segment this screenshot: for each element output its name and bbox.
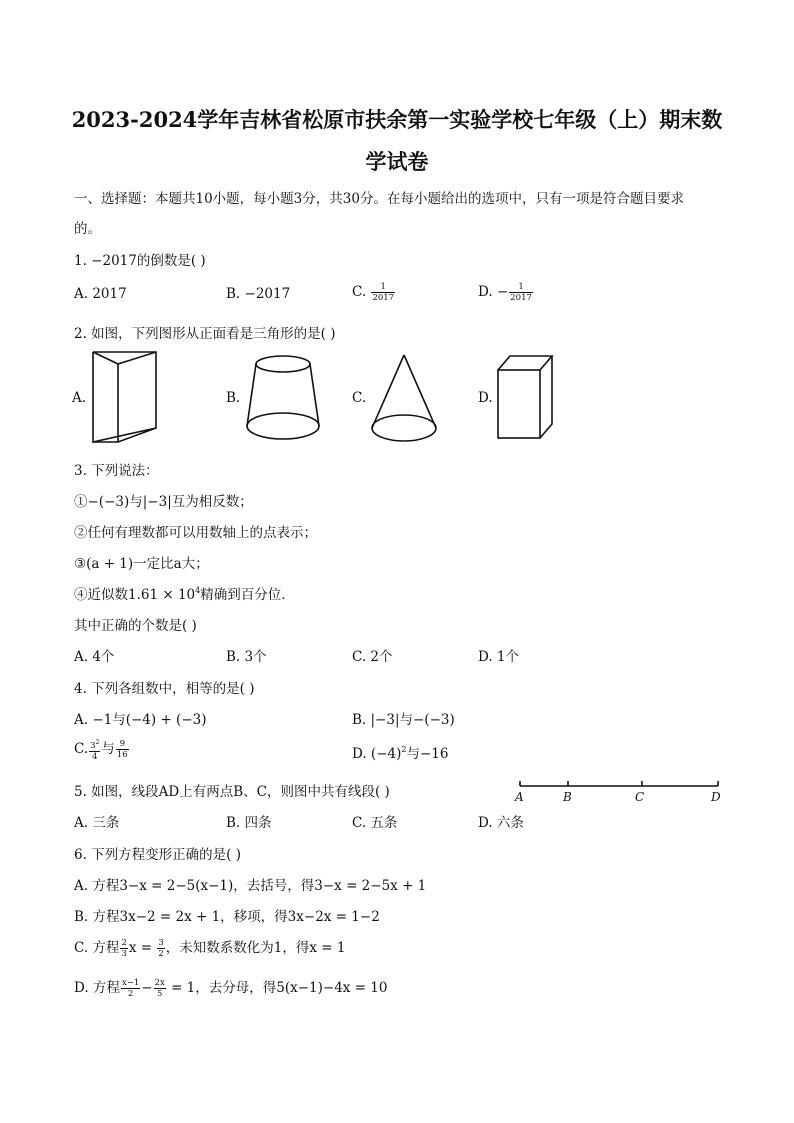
fraction: $\frac{9}{16}$ xyxy=(116,739,128,760)
q3-statement-2: ②任何有理数都可以用数轴上的点表示； xyxy=(74,525,317,541)
question-1-stem: 1. −2017的倒数是( ) xyxy=(74,253,206,269)
q4-option-d: D. $(-4)^2$与−16 xyxy=(352,745,449,762)
fraction: $\frac{2x}{5}$ xyxy=(154,978,165,999)
section-header: 一、选择题：本题共10小题，每小题3分，共30分。在每小题给出的选项中，只有一项是符合题目要求 xyxy=(74,191,684,207)
q3-statement-1: ①−(−3)与|−3|互为相反数； xyxy=(74,494,253,510)
fraction: $\frac{3}{2}$ xyxy=(158,938,164,959)
question-2-stem: 2. 如图，下列图形从正面看是三角形的是( ) xyxy=(74,326,336,342)
q5-option-c: C. 五条 xyxy=(352,815,398,831)
q2-option-c: C. xyxy=(352,390,367,406)
fraction: $\frac{2}{3}$ xyxy=(121,938,127,959)
fraction: $\frac{3^2}{4}$ xyxy=(90,738,100,762)
q5-option-d: D. 六条 xyxy=(478,815,524,831)
q2-option-d: D. xyxy=(478,390,493,406)
q3-option-d: D. 1个 xyxy=(478,649,520,665)
question-5-stem: 5. 如图，线段AD上有两点B、C，则图中共有线段( ) xyxy=(74,784,390,800)
question-6-stem: 6. 下列方程变形正确的是( ) xyxy=(74,847,241,863)
q6-option-a: A. 方程3−x = 2−5(x−1)，去括号，得3−x = 2−5x + 1 xyxy=(74,878,427,894)
cone-figure xyxy=(368,352,440,444)
q3-statement-3: ③(a + 1)一定比a大； xyxy=(74,556,209,572)
q3-ask: 其中正确的个数是( ) xyxy=(74,618,197,634)
q3-option-b: B. 3个 xyxy=(226,649,267,665)
q1-option-d: D. − $\frac{1}{2017}$ xyxy=(478,282,532,303)
q5-option-a: A. 三条 xyxy=(74,815,120,831)
q4-option-b: B. |−3|与−(−3) xyxy=(352,712,455,728)
page-title: 2023-2024学年吉林省松原市扶余第一实验学校七年级（上）期末数 xyxy=(71,107,723,132)
q4-option-a: A. −1与(−4) + (−3) xyxy=(74,712,207,728)
point-label-b: B xyxy=(563,790,572,804)
q3-option-a: A. 4个 xyxy=(74,649,115,665)
q1-option-c: C. $\frac{1}{2017}$ xyxy=(352,282,395,303)
q6-option-b: B. 方程3x−2 = 2x + 1，移项，得3x−2x = 1−2 xyxy=(74,909,380,925)
question-4-stem: 4. 下列各组数中，相等的是( ) xyxy=(74,681,255,697)
point-label-a: A xyxy=(515,790,524,804)
cuboid-figure xyxy=(496,354,556,440)
q2-option-b: B. xyxy=(226,390,241,406)
point-label-c: C xyxy=(635,790,645,804)
point-label-d: D xyxy=(711,790,721,804)
q2-option-a: A. xyxy=(72,390,87,406)
fraction: $\frac{1}{2017}$ xyxy=(372,282,395,303)
fraction: $\frac{x-1}{2}$ xyxy=(121,978,140,999)
q6-option-d: D. 方程 $\frac{x-1}{2}$ − $\frac{2x}{5}$ = 1，去分母，得5(x−1)−4x = 10 xyxy=(74,978,388,999)
page-title-line2: 学试卷 xyxy=(365,149,429,174)
question-3-stem: 3. 下列说法： xyxy=(74,463,159,479)
q6-option-c: C. 方程 $\frac{2}{3}$ x = $\frac{3}{2}$ ，未知数系数化为1，得x = 1 xyxy=(74,938,346,959)
segment-figure xyxy=(514,776,726,806)
q1-option-a: A. 2017 xyxy=(74,286,127,302)
fraction: $\frac{1}{2017}$ xyxy=(510,282,532,303)
section-header-cont: 的。 xyxy=(74,221,101,237)
q5-option-b: B. 四条 xyxy=(226,815,272,831)
q3-option-c: C. 2个 xyxy=(352,649,393,665)
q1-option-b: B. −2017 xyxy=(226,286,291,302)
frustum-figure xyxy=(244,354,322,444)
prism-figure xyxy=(88,350,163,446)
q3-statement-4: ④近似数$1.61 \times 10^4$精确到百分位． xyxy=(74,586,295,603)
q4-option-c: C. $\frac{3^2}{4}$ 与 $\frac{9}{16}$ xyxy=(74,738,128,762)
